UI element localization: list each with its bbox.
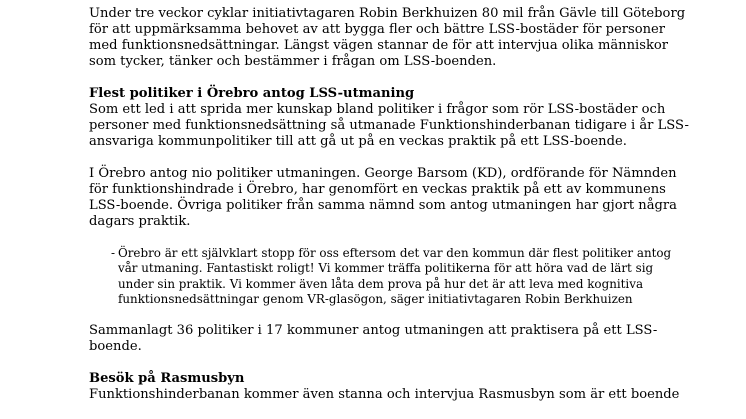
- section-rasmusbyn: [89, 371, 689, 403]
- paragraph: Funktionshinderbanan kommer även stanna och intervjua Rasmusbyn som är ett boende: [89, 387, 680, 403]
- section-heading: Flest politiker i Örebro antog LSS-utmaning: [89, 86, 415, 101]
- paragraph: I Örebro antog nio politiker utmaningen. George Barsom (KD), ordförande för Nämnden för funktionshindrade i Örebro, har genomfört en veckas praktik på ett av kommunens LSS-boende. Övriga politiker från samma nämnd som antog utmaningen har gjort några dagars praktik.: [89, 166, 677, 229]
- intro-paragraph: Under tre veckor cyklar initiativtagaren Robin Berkhuizen 80 mil från Gävle till Göteborg för att uppmärksamma behovet av att bygga fler och bättre LSS-bostäder för personer med funktionsnedsättningar. Längst vägen stannar de för att intervjua olika människor som tycker, tänker och bestämmer i frågan om LSS-boenden.: [89, 6, 686, 69]
- quote-text: Örebro är ett självklart stopp för oss eftersom det var den kommun där flest politiker antog vår utmaning. Fantastiskt roligt! Vi kommer träffa politikerna för att höra vad de lärt sig under sin praktik. Vi kommer även låta dem prova på hur det är att leva med kognitiva funktionsnedsättningar genom VR-glasögon, säger initiativtagaren Robin Berkhuizen: [118, 246, 672, 306]
- paragraph: Som ett led i att sprida mer kunskap bland politiker i frågor som rör LSS-bostäder och personer med funktionsnedsättning så utmanade Funktionshinderbanan tidigare i år LSS-ansvariga kommunpolitiker till att gå ut på en veckas praktik på ett LSS-boende.: [89, 102, 689, 149]
- section-heading: Besök på Rasmusbyn: [89, 371, 245, 387]
- document-page: [89, 6, 689, 403]
- section-orebro: [89, 86, 689, 355]
- summary-paragraph: Sammanlagt 36 politiker i 17 kommuner antog utmaningen att praktisera på ett LSS-boende.: [89, 323, 658, 355]
- quote-bullet: [89, 246, 689, 307]
- bullet-marker: -: [111, 246, 116, 260]
